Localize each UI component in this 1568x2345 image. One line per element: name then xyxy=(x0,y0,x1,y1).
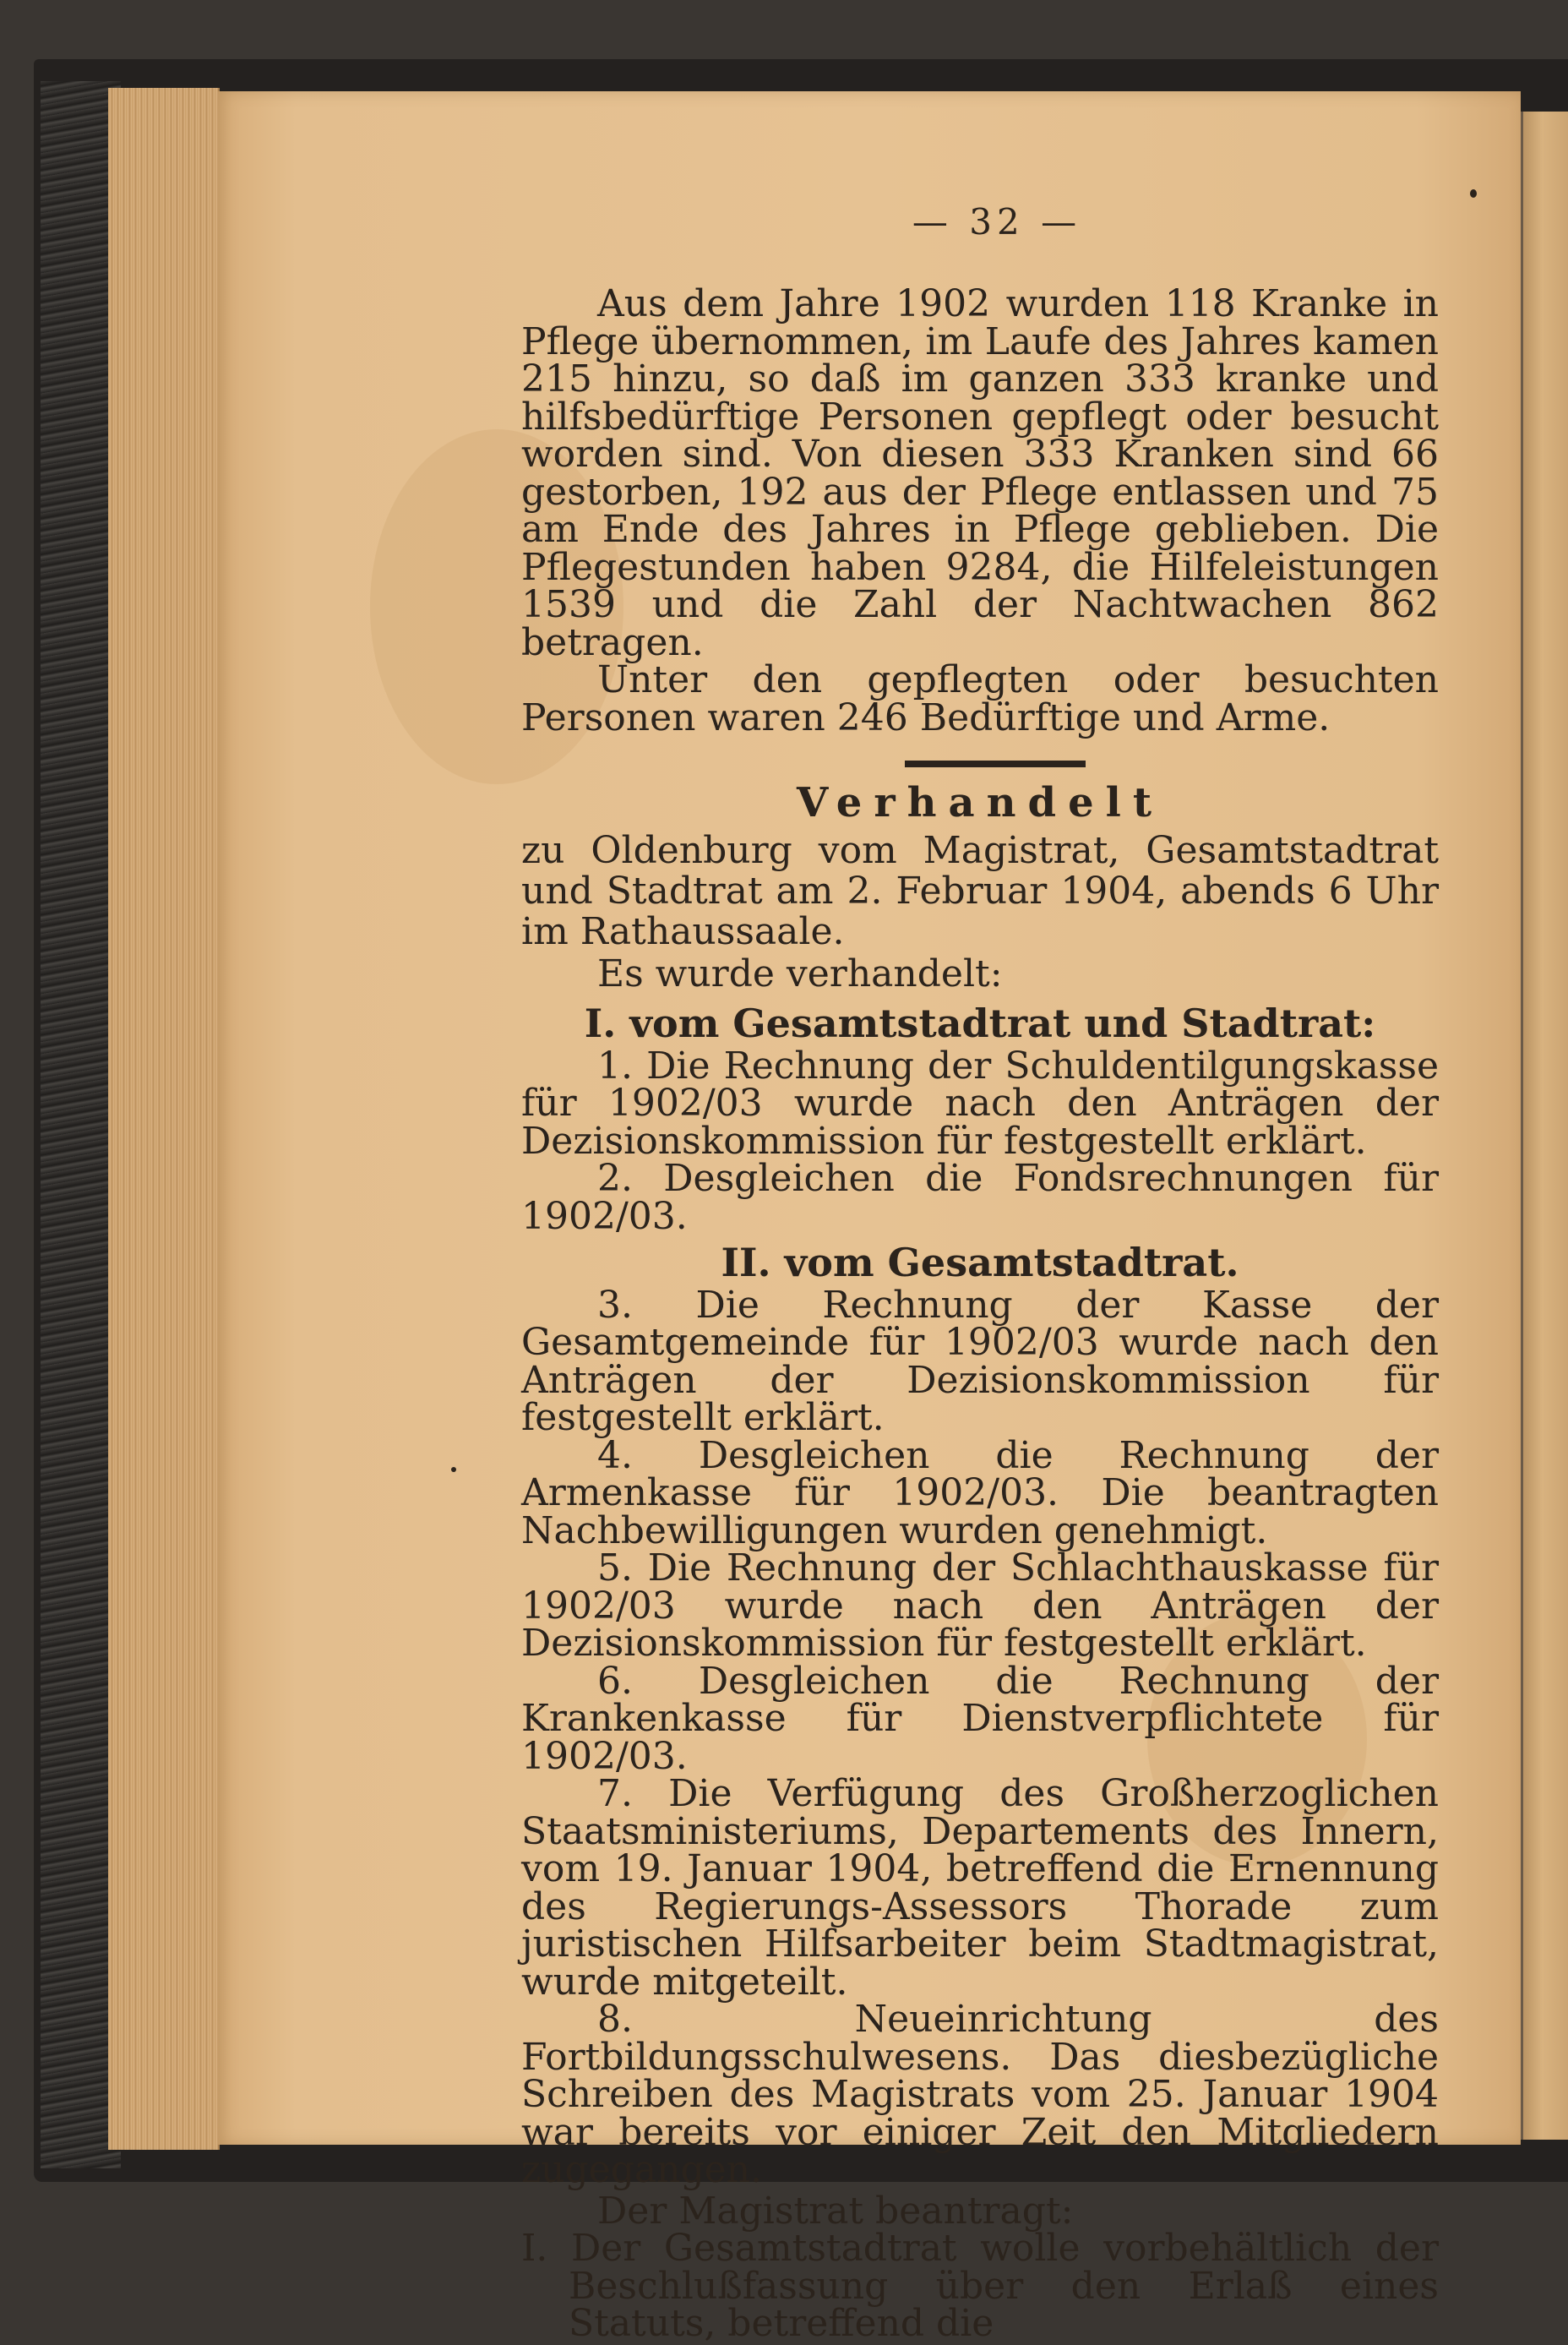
list-item: 7. Die Verfügung des Großherzoglichen Staatsministeriums, Departements des Innern, vom 19. Januar 1904, betreffend die Ernennung des Regierungs-Assessors Thorade zum juristischen Hilfsarbeiter beim Stadtmagistrat, wurde mitgeteilt. xyxy=(521,1772,1439,2004)
list-item: 2. Desgleichen die Fondsrechnungen für 1902/03. xyxy=(521,1157,1439,1238)
page-text xyxy=(521,203,1439,2343)
next-page-edge xyxy=(1521,112,1568,2140)
magistrat-line: Der Magistrat beantragt: xyxy=(597,2189,1074,2233)
list-item: 8. Neueinrichtung des Fortbildungsschulwesens. Das diesbezügliche Schreiben des Magistrats vom 25. Januar 1904 war bereits vor einiger Zeit den Mitgliedern zugegangen. xyxy=(521,1998,1439,2191)
ink-speck xyxy=(1470,189,1477,198)
proposal-item: I. Der Gesamtstadtrat wolle vorbehältlich der Beschlußfassung über den Erlaß eines Statuts, betreffend die xyxy=(521,2227,1439,2345)
paragraph: Aus dem Jahre 1902 wurden 118 Kranke in Pflege übernommen, im Laufe des Jahres kamen 215 hinzu, so daß im ganzen 333 kranke und hilfsbedürftige Personen gepflegt oder besucht worden sind. Von diesen 333 Kranken sind 66 gestorben, 192 aus der Pflege entlassen und 75 am Ende des Jahres in Pflege geblieben. Die Pflegestunden haben 9284, die Hilfeleistungen 1539 und die Zahl der Nachtwachen 862 betragen. xyxy=(521,282,1439,664)
list-item: 4. Desgleichen die Rechnung der Armenkasse für 1902/03. Die beantragten Nachbewilligungen wurden genehmigt. xyxy=(521,1433,1439,1552)
list-item: 5. Die Rechnung der Schlachthauskasse für 1902/03 wurde nach den Anträgen der Dezisionskommission für festgestellt erklärt. xyxy=(521,1546,1439,1665)
list-item: 1. Die Rechnung der Schuldentilgungskasse für 1902/03 wurde nach den Anträgen der Dezisionskommission für festgestellt erklärt. xyxy=(521,1044,1439,1163)
section-title-1: I. vom Gesamtstadtrat und Stadtrat: xyxy=(584,1001,1376,1046)
heading-verhandelt: Verhandelt xyxy=(796,779,1164,826)
list-item: 3. Die Rechnung der Kasse der Gesamtgemeinde für 1902/03 wurde nach den Anträgen der Dezisionskommission für festgestellt erklärt. xyxy=(521,1283,1439,1439)
paragraph: Unter den gepflegten oder besuchten Personen waren 246 Bedürftige und Arme. xyxy=(521,658,1439,739)
ink-speck xyxy=(451,1467,456,1472)
section-rule xyxy=(905,761,1086,767)
intro-paragraph: zu Oldenburg vom Magistrat, Gesamtstadtrat und Stadtrat am 2. Februar 1904, abends 6 Uhr im Rathaussaale. xyxy=(521,828,1439,953)
list-item: 6. Desgleichen die Rechnung der Krankenkasse für Dienstverpflichtete für 1902/03. xyxy=(521,1659,1439,1778)
section-title-2: II. vom Gesamtstadtrat. xyxy=(721,1240,1239,1285)
page-edges xyxy=(108,88,220,2150)
page-number: — 32 — xyxy=(912,201,1082,243)
intro-line: Es wurde verhandelt: xyxy=(597,952,1003,995)
